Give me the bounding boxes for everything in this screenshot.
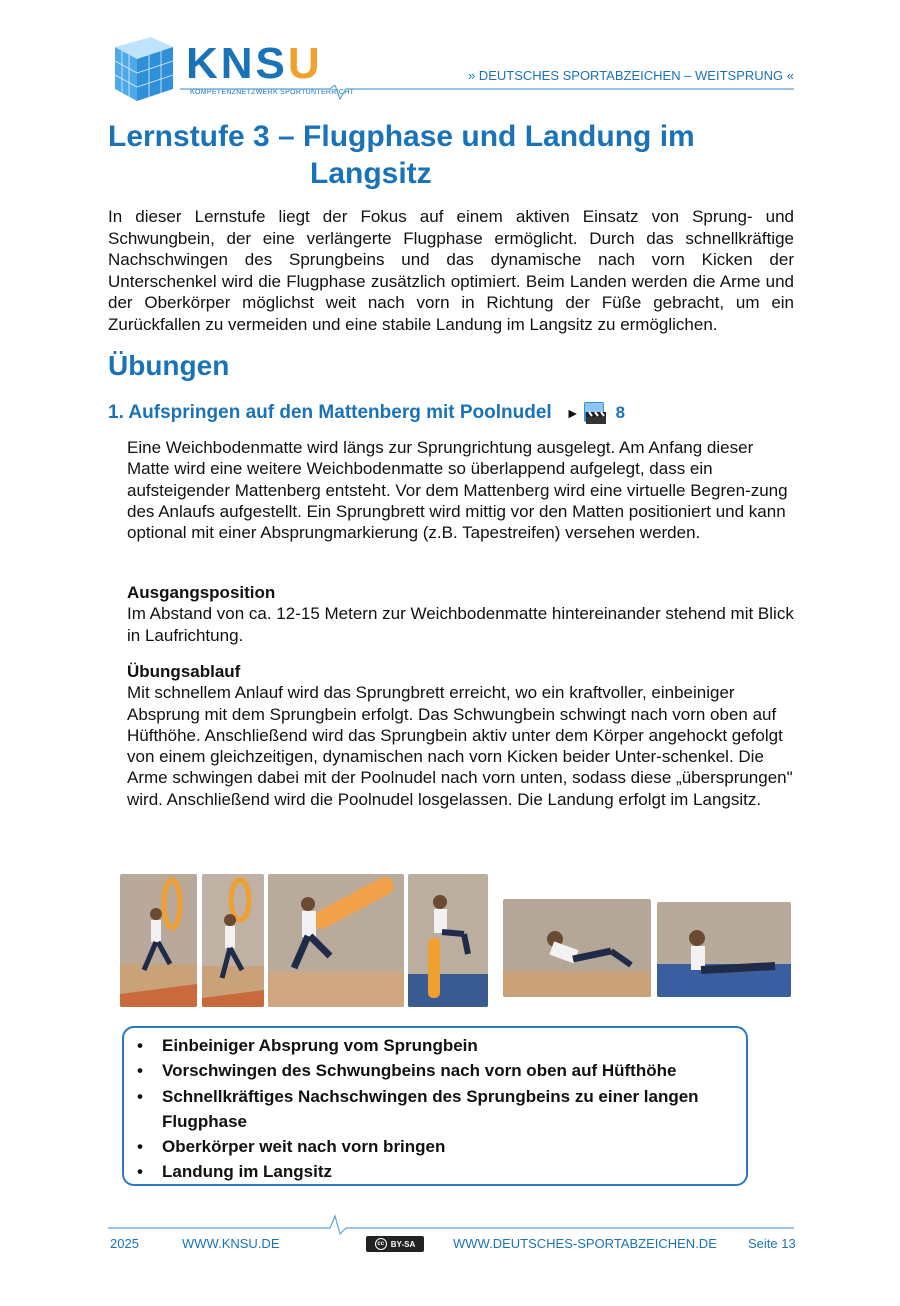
page-title-line1: Lernstufe 3 – Flugphase und Landung im bbox=[108, 120, 695, 153]
cc-license-text: BY-SA bbox=[390, 1239, 416, 1249]
page-number: Seite 13 bbox=[748, 1236, 796, 1251]
key-point-1: • Einbeiniger Absprung vom Sprungbein bbox=[162, 1033, 746, 1058]
section-heading: Übungen bbox=[108, 350, 230, 381]
jump-photo-6 bbox=[657, 902, 791, 997]
cc-license-badge[interactable] bbox=[366, 1236, 424, 1252]
jump-photo-2 bbox=[202, 874, 264, 1007]
logo-main: KNS bbox=[186, 39, 288, 88]
header-pulse-line bbox=[180, 85, 794, 105]
header-document-title: » DEUTSCHES SPORTABZEICHEN – WEITSPRUNG « bbox=[467, 68, 794, 83]
sequence-text: Mit schnellem Anlauf wird das Sprungbrett erreicht, wo ein kraftvoller, einbeiniger Absprung mit dem Sprungbein erfolgt. Das Schwungbein schwingt nach vorn oben auf Hüfthöhe. Anschließend wird das Sprungbein aktiv unter dem Körper angehockt gefolgt von einem gleichzeitigen, dynamischen nach vorn Kicken beider Unter-schenkel. Die Arme schwingen dabei mit der Poolnudel nach vorn unten, sodass diese „übersprungen" wird. Anschließend wird die Poolnudel losgelassen. Die Landung erfolgt im Langsitz. bbox=[127, 683, 793, 809]
page-title bbox=[108, 118, 808, 192]
page-title-line2: Langsitz bbox=[310, 157, 432, 190]
play-icon[interactable]: ► bbox=[565, 405, 580, 421]
exercise-heading bbox=[108, 400, 625, 426]
key-point-2: • Vorschwingen des Schwungbeins nach vorn oben auf Hüfthöhe bbox=[162, 1058, 746, 1083]
exercise-title: 1. Aufspringen auf den Mattenberg mit Poolnudel bbox=[108, 402, 552, 423]
key-point-5: • Landung im Langsitz bbox=[162, 1159, 746, 1184]
clapperboard-icon[interactable] bbox=[582, 400, 608, 426]
start-position-text: Im Abstand von ca. 12-15 Metern zur Weichbodenmatte hintereinander stehend mit Blick in Laufrichtung. bbox=[127, 604, 794, 645]
jump-photo-5 bbox=[503, 899, 651, 997]
logo-accent: U bbox=[287, 39, 323, 88]
key-point-4: • Oberkörper weit nach vorn bringen bbox=[162, 1134, 746, 1159]
start-position-block bbox=[127, 582, 799, 646]
key-points-list bbox=[124, 1028, 746, 1185]
footer-link-sportabzeichen[interactable]: WWW.DEUTSCHES-SPORTABZEICHEN.DE bbox=[453, 1236, 717, 1251]
jump-photo-3 bbox=[268, 874, 404, 1007]
footer-pulse-line bbox=[108, 1212, 794, 1236]
video-number[interactable]: 8 bbox=[615, 403, 626, 422]
jump-photo-1 bbox=[120, 874, 197, 1007]
knsu-logo-cube-icon bbox=[107, 33, 177, 103]
intro-paragraph: In dieser Lernstufe liegt der Fokus auf einem aktiven Einsatz von Sprung- und Schwungbein, der eine verlängerte Flugphase ermöglicht. Durch das schnellkräftige Nachschwingen des Sprungbeins und das dynamische nach vorn Kicken der Unterschenkel wird die Flugphase zusätzlich optimiert. Beim Landen werden die Arme und der Oberkörper möglichst weit nach vorn in Richtung der Füße gebracht, um ein Zurückfallen zu vermeiden und eine stabile Landung im Langsitz zu ermöglichen. bbox=[108, 207, 794, 334]
knsu-logo-text bbox=[186, 40, 323, 88]
footer-link-knsu[interactable]: WWW.KNSU.DE bbox=[182, 1236, 280, 1251]
jump-photo-4 bbox=[408, 874, 488, 1007]
logo-subtitle: KOMPETENZNETZWERK SPORTUNTERRICHT bbox=[190, 89, 355, 96]
start-position-heading: Ausgangsposition bbox=[127, 583, 276, 602]
exercise-description: Eine Weichbodenmatte wird längs zur Sprungrichtung ausgelegt. Am Anfang dieser Matte wird eine weitere Weichbodenmatte so überlappend aufgelegt, dass ein aufsteigender Mattenberg entsteht. Vor dem Mattenberg wird eine virtuelle Begren-zung des Anlaufs aufgestellt. Ein Sprungbrett wird mittig vor den Matten positioniert und kann optional mit einer Absprungmarkierung (z.B. Tapestreifen) versehen werden. bbox=[127, 438, 788, 543]
cc-icon: cc bbox=[375, 1238, 387, 1250]
footer-year: 2025 bbox=[110, 1236, 139, 1251]
sequence-block bbox=[127, 661, 799, 810]
sequence-heading: Übungsablauf bbox=[127, 662, 241, 681]
key-points-box bbox=[122, 1026, 748, 1186]
key-point-3: • Schnellkräftiges Nachschwingen des Sprungbeins zu einer langen Flugphase bbox=[162, 1084, 746, 1135]
